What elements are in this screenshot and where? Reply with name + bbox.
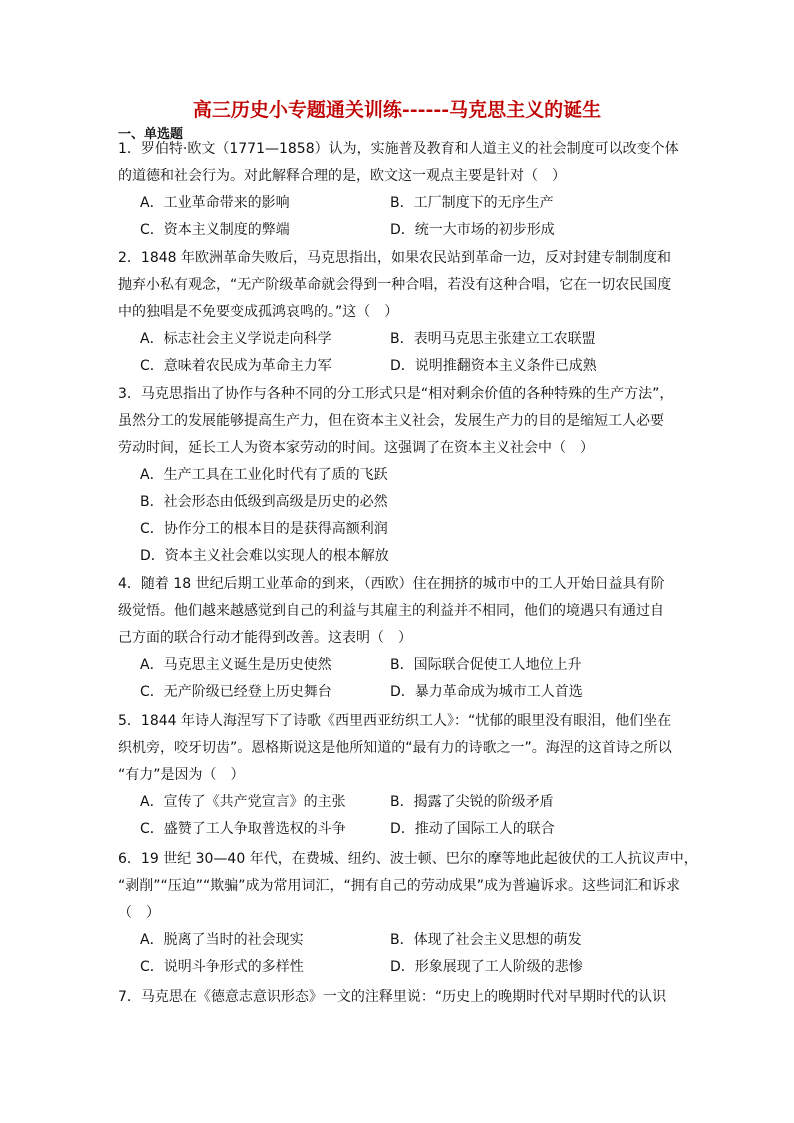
page-title: 高三历史小专题通关训练------马克思主义的诞生: [192, 99, 602, 121]
option-c: C．意味着农民成为革命主力军: [140, 358, 332, 374]
question-text-line: 级觉悟。他们越来越感觉到自己的利益与其雇主的利益并不相同，他们的境遇只有通过自: [118, 603, 664, 619]
question-text-line: 虽然分工的发展能够提高生产力，但在资本主义社会，发展生产力的目的是缩短工人必要: [118, 413, 664, 429]
option-a: A．马克思主义诞生是历史使然: [140, 657, 332, 673]
question-text-line: 织机旁，咬牙切齿”。恩格斯说这是他所知道的“最有力的诗歌之一”。海涅的这首诗之所以: [118, 740, 672, 756]
option-d: D．说明推翻资本主义条件已成熟: [390, 358, 597, 374]
option-c: C．资本主义制度的弊端: [140, 222, 290, 238]
option-d: D．推动了国际工人的联合: [390, 821, 555, 837]
question-text-line: 6．19 世纪 30—40 年代，在费城、纽约、波士顿、巴尔的摩等地此起彼伏的工人抗议声中，: [118, 851, 698, 867]
question-6: [118, 846, 698, 981]
option-d: D．资本主义社会难以实现人的根本解放: [140, 548, 389, 564]
question-5: [118, 708, 678, 843]
option-c: C．盛赞了工人争取普选权的斗争: [140, 821, 346, 837]
option-a: A．宣传了《共产党宣言》的主张: [140, 794, 346, 810]
question-text-line: 3．马克思指出了协作与各种不同的分工形式只是“相对剩余价值的各种特殊的生产方法”，: [118, 386, 674, 402]
question-text-line: “剥削”“压迫”“欺骗”成为常用词汇，“拥有自己的劳动成果”成为普遍诉求。这些词汇和诉求: [118, 878, 681, 894]
question-text-line: 的道德和社会行为。对此解释合理的是，欧文这一观点主要是针对（ ）: [118, 168, 566, 184]
option-b: B．揭露了尖锐的阶级矛盾: [390, 794, 554, 810]
option-a: A．标志社会主义学说走向科学: [140, 331, 332, 347]
option-b: B．社会形态由低级到高级是历史的必然: [140, 494, 388, 510]
question-text-line: 己方面的联合行动才能得到改善。这表明（ ）: [118, 630, 412, 646]
options: [140, 462, 678, 570]
options: [140, 326, 678, 380]
question-2: [118, 245, 678, 380]
question-text-line: 4．随着 18 世纪后期工业革命的到来，（西欧）住在拥挤的城市中的工人开始日益具有阶: [118, 576, 665, 592]
option-b: B．国际联合促使工人地位上升: [390, 657, 582, 673]
question-3: [118, 381, 678, 570]
question-text-line: 劳动时间，延长工人为资本家劳动的时间。这强调了在资本主义社会中（ ）: [118, 440, 594, 456]
option-a: A．生产工具在工业化时代有了质的飞跃: [140, 467, 388, 483]
option-c: C．协作分工的根本目的是获得高额利润: [140, 521, 388, 537]
question-1: [118, 136, 678, 244]
question-text-line: 5．1844 年诗人海涅写下了诗歌《西里西亚纺织工人》：“忧郁的眼里没有眼泪，他们坐在: [118, 713, 672, 729]
section-heading: 一、单选题: [118, 127, 184, 142]
option-a: A．工业革命带来的影响: [140, 195, 290, 211]
option-d: D．暴力革命成为城市工人首选: [390, 684, 583, 700]
question-text-line: 1．罗伯特·欧文（1771—1858）认为，实施普及教育和人道主义的社会制度可以改变个体: [118, 141, 679, 157]
question-text-line: 中的独唱是不免要变成孤鸿哀鸣的。”这（ ）: [118, 304, 399, 320]
question-text-line: 2．1848 年欧洲革命失败后，马克思指出，如果农民站到革命一边，反对封建专制制度和: [118, 250, 671, 266]
question-7: [118, 984, 678, 1011]
question-text-line: 抛弃小私有观念，“无产阶级革命就会得到一种合唱，若没有这种合唱，它在一切农民国度: [118, 277, 672, 293]
option-b: B．工厂制度下的无序生产: [390, 195, 554, 211]
option-c: C．说明斗争形式的多样性: [140, 959, 304, 975]
question-text-line: “有力”是因为（ ）: [118, 767, 245, 783]
option-c: C．无产阶级已经登上历史舞台: [140, 684, 332, 700]
option-d: D．统一大市场的初步形成: [390, 222, 555, 238]
question-4: [118, 571, 678, 706]
options: [140, 190, 678, 244]
option-b: B．表明马克思主张建立工农联盟: [390, 331, 596, 347]
option-d: D．形象展现了工人阶级的悲惨: [390, 959, 583, 975]
option-a: A．脱离了当时的社会现实: [140, 932, 304, 948]
option-b: B．体现了社会主义思想的萌发: [390, 932, 582, 948]
options: [140, 789, 678, 843]
options: [140, 652, 678, 706]
options: [140, 927, 678, 981]
question-text-line: （ ）: [118, 905, 160, 921]
question-text-line: 7．马克思在《德意志意识形态》一文的注释里说：“历史上的晚期时代对早期时代的认识: [118, 989, 667, 1005]
